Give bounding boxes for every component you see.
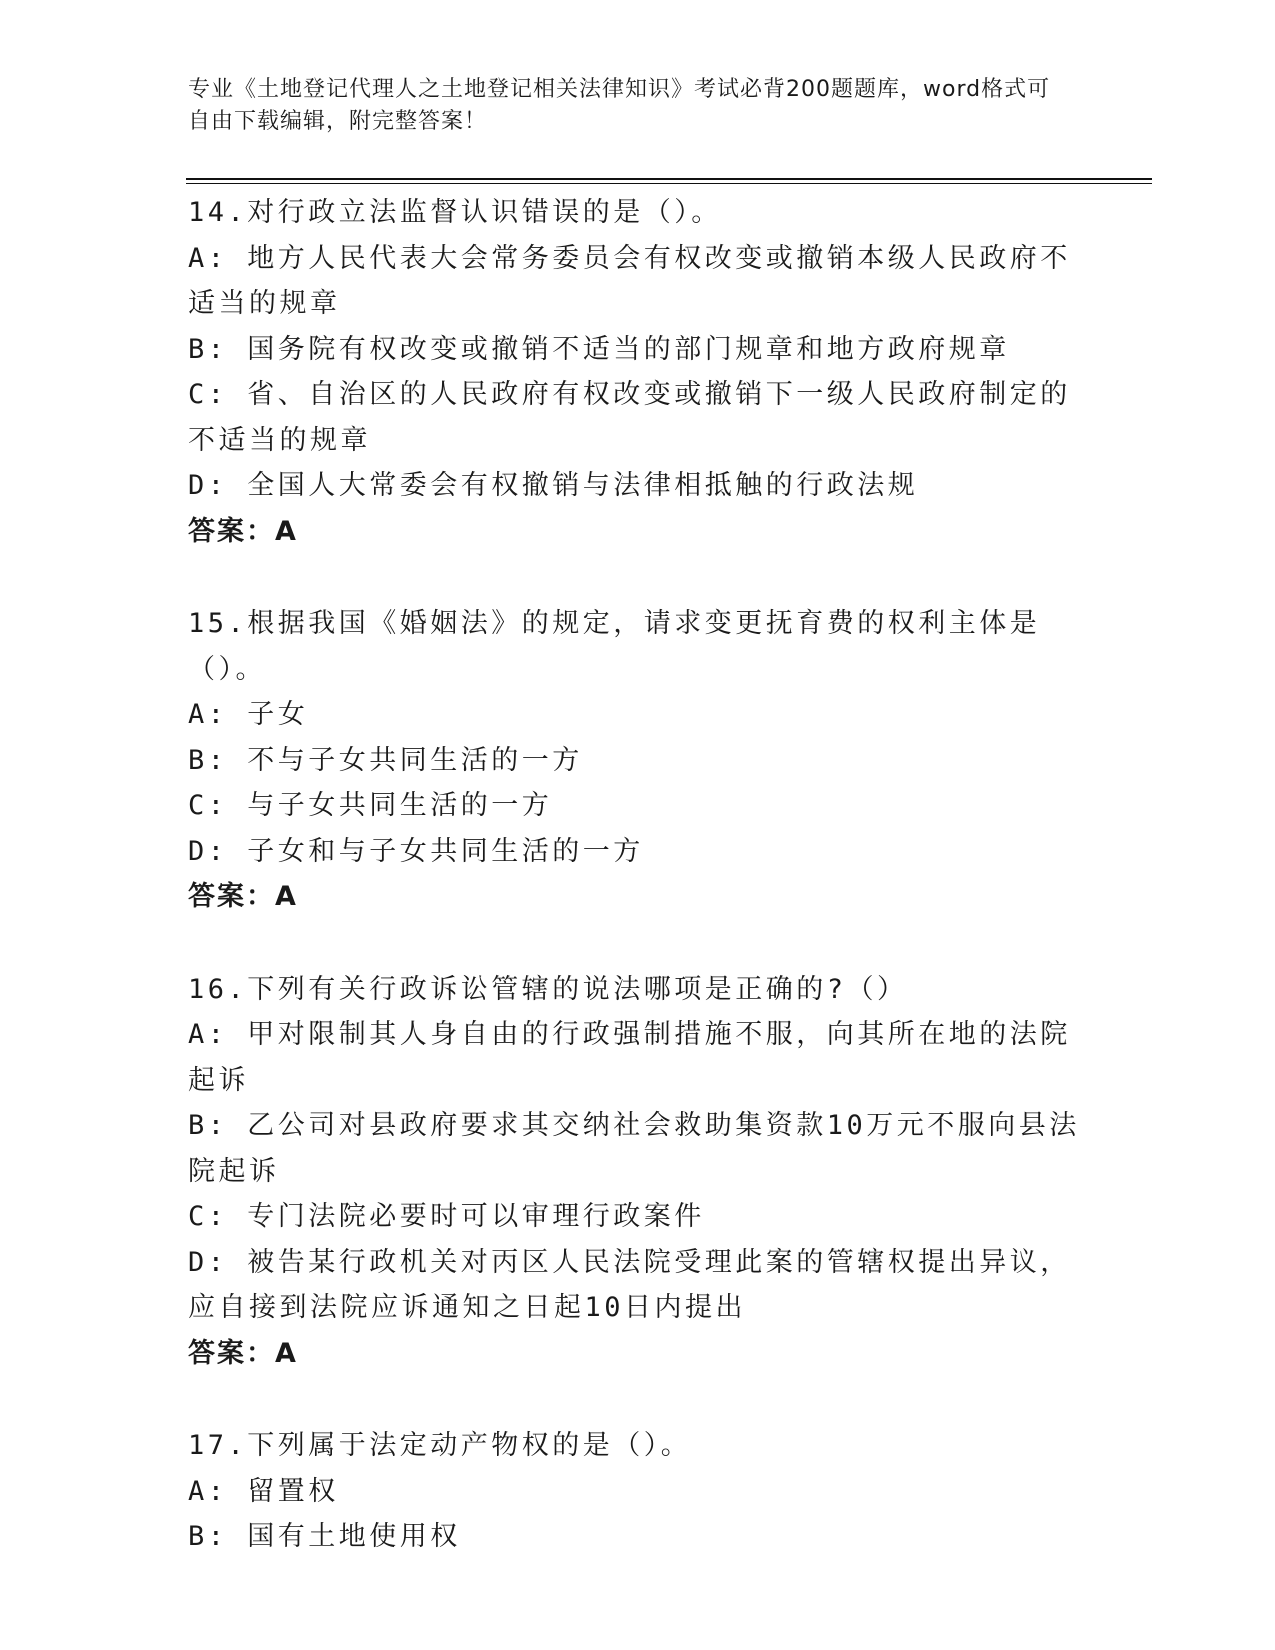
option-a: A: 留置权 [188,1475,339,1507]
option-b: B: 乙公司对县政府要求其交纳社会救助集资款10万元不服向县法院起诉 [188,1110,1080,1187]
answer-label: 答案：A [188,881,298,912]
option-d: D: 被告某行政机关对丙区人民法院受理此案的管辖权提出异议，应自接到法院应诉通知之日起10日内提出 [188,1246,1071,1323]
header-divider-thick [186,178,1152,180]
option-a: A: 甲对限制其人身自由的行政强制措施不服，向其所在地的法院起诉 [188,1019,1071,1096]
document-header: 专业《土地登记代理人之土地登记相关法律知识》考试必背200题题库，word格式可自由下载编辑，附完整答案！ [188,77,1051,134]
option-c: C: 专门法院必要时可以审理行政案件 [188,1201,705,1232]
question-16 [188,967,1088,1377]
question-stem: 16.下列有关行政诉讼管辖的说法哪项是正确的?（） [188,973,908,1005]
question-list [188,190,1088,1607]
option-d: D: 全国人大常委会有权撤销与法律相抵触的行政法规 [188,470,919,501]
answer-label: 答案：A [188,1337,298,1369]
option-d: D: 子女和与子女共同生活的一方 [188,835,644,867]
option-c: C: 省、自治区的人民政府有权改变或撤销下一级人民政府制定的不适当的规章 [188,379,1071,456]
question-17 [188,1423,1088,1560]
option-a: A: 子女 [188,699,309,730]
option-b: B: 国务院有权改变或撤销不适当的部门规章和地方政府规章 [188,333,1010,365]
question-stem: 17.下列属于法定动产物权的是（）。 [188,1430,692,1461]
header-divider-thin [186,183,1152,184]
option-c: C: 与子女共同生活的一方 [188,790,553,821]
question-stem: 15.根据我国《婚姻法》的规定，请求变更抚育费的权利主体是（）。 [188,608,1041,685]
option-b: B: 不与子女共同生活的一方 [188,744,583,776]
question-15 [188,601,1088,920]
option-b: B: 国有土地使用权 [188,1521,461,1552]
option-a: A: 地方人民代表大会常务委员会有权改变或撤销本级人民政府不适当的规章 [188,242,1071,319]
answer-label: 答案：A [188,515,298,547]
question-stem: 14.对行政立法监督认识错误的是（）。 [188,197,722,228]
question-14 [188,190,1088,554]
